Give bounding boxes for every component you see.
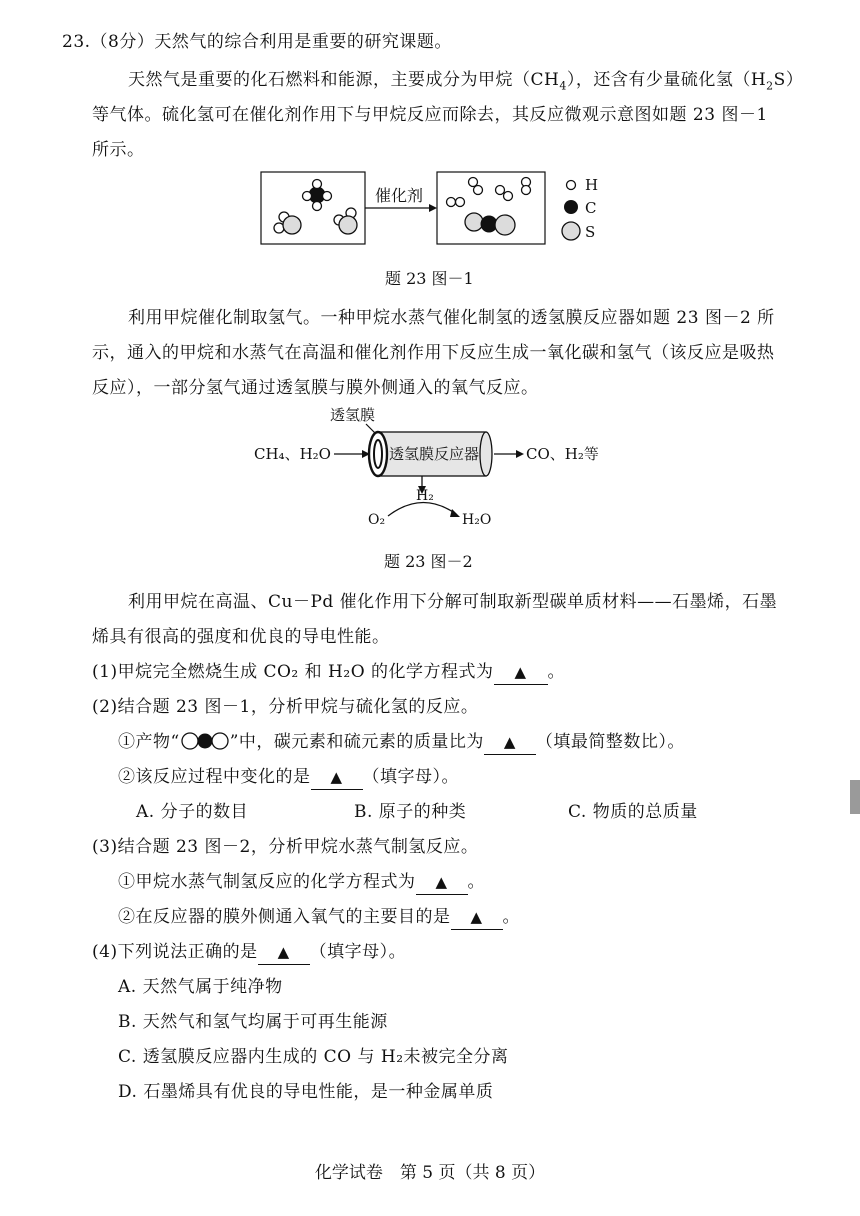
answer-blank-2: ▲: [484, 730, 536, 755]
option-2b: B. 原子的种类: [354, 802, 467, 822]
para3-line-2: 烯具有很高的强度和优良的导电性能。: [92, 627, 390, 647]
answer-blank-5: ▲: [451, 905, 503, 930]
answer-blank-3: ▲: [311, 765, 363, 790]
sub-question-3-1: ①甲烷水蒸气制氢反应的化学方程式为 ▲ 。: [118, 870, 485, 895]
catalyst-label: 催化剂: [374, 186, 424, 205]
answer-blank-4: ▲: [416, 870, 468, 895]
option-4b: B. 天然气和氢气均属于可再生能源: [118, 1012, 388, 1032]
intro-line-3: 所示。: [92, 140, 145, 160]
page-edge-marker: [850, 780, 860, 814]
option-2a: A. 分子的数目: [136, 802, 249, 822]
sub-question-1: (1)甲烷完全燃烧生成 CO₂ 和 H₂O 的化学方程式为 ▲ 。: [92, 660, 565, 685]
atom-legend: [562, 176, 598, 241]
option-2c: C. 物质的总质量: [568, 802, 698, 822]
option-4c: C. 透氢膜反应器内生成的 CO 与 H₂未被完全分离: [118, 1047, 509, 1067]
reactor-label: 透氢膜反应器: [388, 445, 480, 463]
sub-question-4: (4)下列说法正确的是 ▲ （填字母）。: [92, 940, 406, 965]
fig2-caption: 题 23 图－2: [384, 552, 473, 571]
intro-line-2: 等气体。硫化氢可在催化剂作用下与甲烷反应而除去，其反应微观示意图如题 23 图－1: [92, 105, 768, 125]
fig1-caption: 题 23 图－1: [385, 269, 474, 288]
cs2-molecule-icon: [180, 731, 230, 751]
input-label: CH₄、H₂O: [254, 445, 331, 463]
answer-blank-1: ▲: [494, 660, 548, 685]
legend-s: S: [585, 223, 596, 241]
para2-line-3: 反应），一部分氢气通过透氢膜与膜外侧通入的氧气反应。: [92, 378, 539, 398]
output-label: CO、H₂等: [526, 445, 599, 463]
option-4a: A. 天然气属于纯净物: [118, 977, 283, 997]
legend-c: C: [585, 199, 597, 217]
para2-line-2: 示，通入的甲烷和水蒸气在高温和催化剂作用下反应生成一氧化碳和氢气（该反应是吸热: [92, 343, 775, 363]
reaction-micro-diagram: [255, 168, 615, 250]
sub-question-3: (3)结合题 23 图－2，分析甲烷水蒸气制氢反应。: [92, 837, 479, 857]
reactant-box: [261, 172, 365, 244]
product-box: [437, 172, 545, 244]
h2-label: H₂: [416, 488, 434, 504]
page-footer: 化学试卷 第 5 页（共 8 页）: [314, 1163, 546, 1183]
sub-question-3-2: ②在反应器的膜外侧通入氧气的主要目的是 ▲ 。: [118, 905, 520, 930]
sub-question-2-2: ②该反应过程中变化的是 ▲ （填字母）。: [118, 765, 459, 790]
legend-h: H: [585, 176, 599, 194]
o2-label: O₂: [368, 512, 386, 528]
answer-blank-6: ▲: [258, 940, 310, 965]
option-4d: D. 石墨烯具有优良的导电性能，是一种金属单质: [118, 1082, 494, 1102]
intro-line-1: 天然气是重要的化石燃料和能源，主要成分为甲烷$(CH_4)$，还含有少量硫化氢$(H_2S)$: [128, 70, 804, 93]
question-header: 23.（8分）天然气的综合利用是重要的研究课题。: [62, 32, 452, 52]
membrane-label: 透氢膜: [330, 406, 376, 424]
h2o-label: H₂O: [462, 512, 492, 528]
reactor-tube: [369, 432, 492, 476]
para2-line-1: 利用甲烷催化制取氢气。一种甲烷水蒸气催化制氢的透氢膜反应器如题 23 图－2 所: [128, 308, 775, 328]
sub-question-2: (2)结合题 23 图－1，分析甲烷与硫化氢的反应。: [92, 697, 479, 717]
membrane-reactor-diagram: [250, 404, 620, 534]
catalyst-arrow: [365, 186, 437, 212]
para3-line-1: 利用甲烷在高温、Cu－Pd 催化作用下分解可制取新型碳单质材料——石墨烯，石墨: [128, 592, 778, 612]
sub-question-2-1: ①产物“ ”中，碳元素和硫元素的质量比为 ▲ （填最简整数比）。: [118, 730, 685, 755]
